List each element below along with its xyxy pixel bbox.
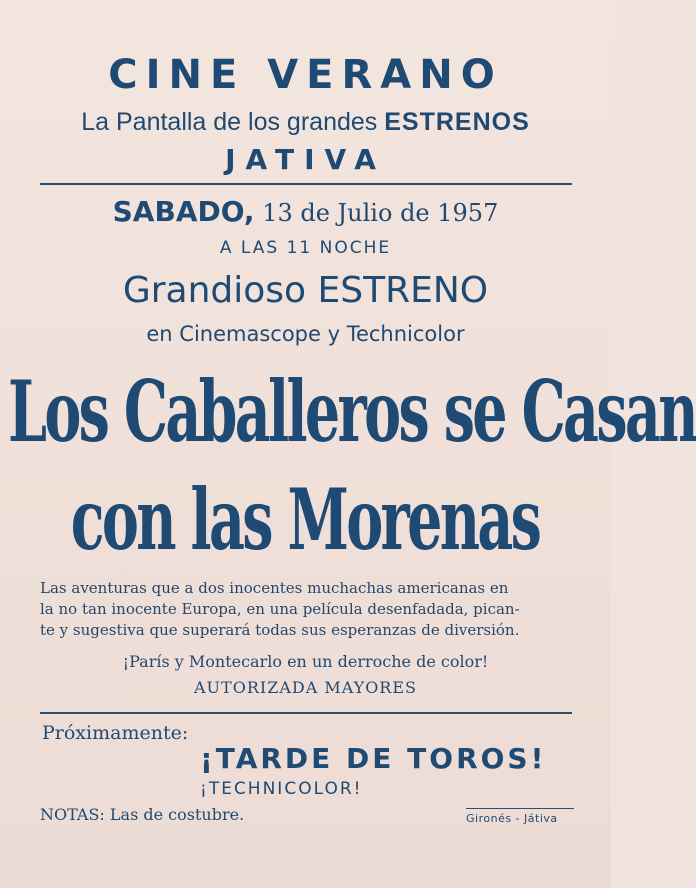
upcoming-divider bbox=[40, 712, 572, 714]
premiere-heading: Grandioso ESTRENO bbox=[122, 270, 489, 311]
upcoming-format: ¡TECHNICOLOR! bbox=[200, 779, 363, 799]
tagline-emphasis: ESTRENOS bbox=[384, 108, 530, 136]
screening-date bbox=[0, 195, 611, 228]
description-line: Las aventuras que a dos inocentes muchachas americanas en bbox=[40, 579, 509, 597]
description-line: la no tan inocente Europa, en una película desenfadada, pican- bbox=[40, 600, 520, 618]
header-divider bbox=[40, 183, 572, 185]
screening-day: SABADO, bbox=[112, 195, 255, 228]
city-name: JATIVA bbox=[225, 143, 386, 176]
notes-text: NOTAS: Las de costubre. bbox=[40, 805, 245, 824]
printer-divider bbox=[466, 808, 574, 809]
upcoming-title: ¡TARDE DE TOROS! bbox=[200, 742, 547, 775]
film-title-line-2: con las Morenas bbox=[70, 470, 540, 569]
film-description bbox=[40, 578, 580, 641]
description-line: te y sugestiva que superará todas sus esperanzas de diversión. bbox=[40, 621, 520, 639]
screening-date-text: 13 de Julio de 1957 bbox=[254, 199, 499, 227]
cinema-name: CINE VERANO bbox=[108, 52, 503, 98]
tagline-lead: La Pantalla de los grandes bbox=[81, 108, 385, 136]
upcoming-label: Próximamente: bbox=[42, 722, 189, 744]
film-title-line-1: Los Caballeros se Casan bbox=[8, 362, 696, 461]
printer-credit: Gironés - Játiva bbox=[466, 812, 558, 825]
screening-format: en Cinemascope y Technicolor bbox=[146, 322, 465, 346]
cinema-tagline bbox=[0, 108, 611, 137]
age-rating: AUTORIZADA MAYORES bbox=[194, 678, 417, 697]
screening-time: A LAS 11 NOCHE bbox=[219, 238, 392, 258]
film-slogan: ¡París y Montecarlo en un derroche de color! bbox=[122, 652, 489, 671]
